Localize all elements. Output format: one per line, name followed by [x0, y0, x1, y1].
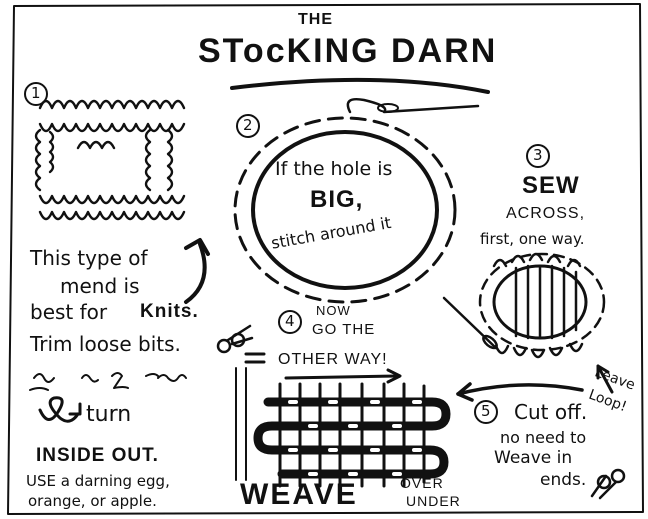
step-5-number: 5: [481, 402, 491, 420]
under-label: UNDER: [406, 493, 461, 509]
turn-arrow-icon: [40, 398, 80, 421]
other-way-arrow: [286, 370, 400, 382]
title-small: THE: [298, 11, 333, 28]
note-use-orange: orange, or apple.: [28, 492, 157, 510]
no-need-text: no need to: [500, 428, 587, 447]
ends-text: ends.: [540, 470, 587, 490]
note-this-type: This type of: [30, 246, 148, 270]
scissors-icon: [592, 470, 624, 498]
scissors-icon: [218, 326, 252, 352]
loose-bits: [30, 373, 186, 390]
over-label: OVER: [400, 475, 444, 491]
step-3-number: 3: [533, 146, 543, 164]
stitch-around-text: stitch around it: [269, 212, 393, 253]
note-use-egg: USE a darning egg,: [26, 472, 170, 490]
needle-icon: [444, 298, 496, 348]
leave-text: Leave: [592, 364, 638, 394]
step-4-number: 4: [285, 312, 295, 330]
curved-arrow-icon: [186, 240, 208, 302]
step-1-number: 1: [31, 84, 41, 102]
other-way-text: OTHER WAY!: [278, 351, 388, 368]
hole-text: If the hole is: [275, 158, 393, 180]
knit-stitch-drawing: [36, 101, 184, 219]
sew-first-one-way: first, one way.: [480, 230, 585, 248]
note-inside-out: INSIDE OUT.: [36, 445, 159, 466]
now-text: NOW: [316, 303, 351, 318]
equals-mark: [246, 354, 264, 362]
note-turn: turn: [86, 402, 132, 427]
loop-text: Loop!: [586, 386, 629, 416]
note-mend-is: mend is: [60, 274, 140, 298]
pointer-arrow: [458, 384, 582, 400]
weave-grid-drawing: [236, 368, 446, 486]
big-text: BIG,: [310, 186, 364, 213]
page-title: STocKING DARN: [198, 32, 498, 70]
sew-across: ACROSS,: [506, 205, 586, 222]
sew-across-drawing: [444, 254, 604, 357]
note-best-for: best for: [30, 300, 108, 324]
go-the-text: GO THE: [312, 321, 376, 338]
note-trim: Trim loose bits.: [30, 332, 181, 356]
note-knits: Knits.: [140, 301, 199, 322]
weave-in-text: Weave in: [494, 448, 573, 468]
weave-label: WEAVE: [240, 478, 358, 511]
step-2-number: 2: [243, 116, 253, 134]
sew-heading: SEW: [522, 172, 580, 199]
cut-off-text: Cut off.: [514, 400, 588, 424]
needle-icon: [348, 99, 478, 112]
title-underline: [232, 80, 488, 92]
